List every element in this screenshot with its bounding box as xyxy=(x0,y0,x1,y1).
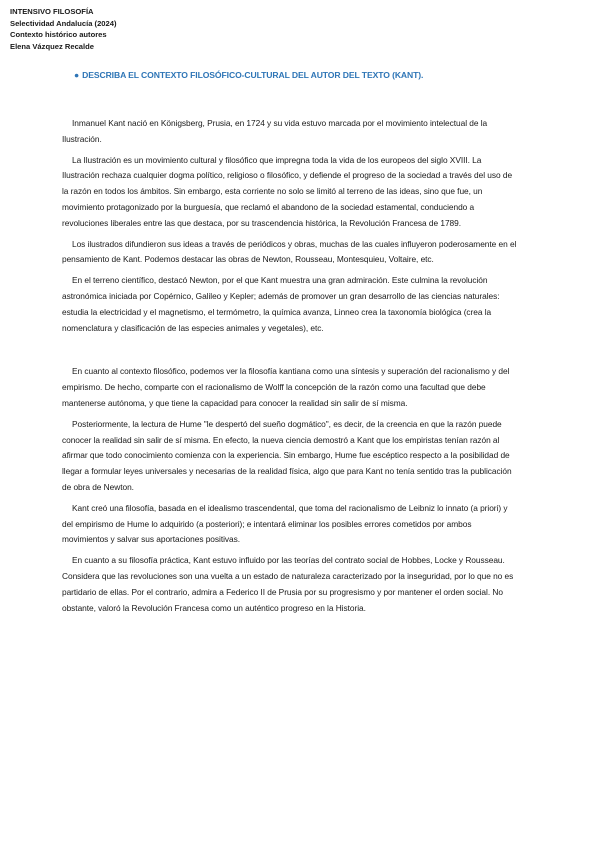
document-body xyxy=(62,116,517,621)
paragraph-ciencia: En el terreno científico, destacó Newton, por el que Kant muestra una gran admiración. Este culmina la revolución astronómica iniciada por Copérnico, Galileo y Kepler; además de promover un gran desarrollo de las ciencias naturales: estudia la electricidad y el magnetismo, el termómetro, la química avanza, Linneo crea la taxonomía biológica (crea la nomenclatura y clasificación de las especies animales y vegetales), etc. xyxy=(62,275,500,333)
paragraph-filosofia-practica: En cuanto a su filosofía práctica, Kant estuvo influido por las teorías del contrato social de Hobbes, Locke y Rousseau. Considera que las revoluciones son una vuelta a un estado de naturaleza caracterizado por la inseguridad, por lo que no es partidario de ellas. Por el contrario, admira a Federico II de Prusia por su progresismo y por mantener el orden social. No obstante, valoró la Revolución Francesa como un auténtico progreso en la Historia. xyxy=(62,555,514,613)
header-author: Elena Vázquez Recalde xyxy=(10,41,94,51)
paragraph-ilustrados: Los ilustrados difundieron sus ideas a través de periódicos y obras, muchas de las cuales influyeron poderosamente en el pensamiento de Kant. Podemos destacar las obras de Newton, Rousseau, Montesquieu, Voltaire, etc. xyxy=(62,238,517,265)
paragraph-idealismo: Kant creó una filosofía, basada en el idealismo trascendental, que toma del racionalismo de Leibniz lo innato (a priori) y del empirismo de Hume lo adquirido (a posteriori); e intentará eliminar los posibles errores cometidos por ambos movimientos y salvar sus aportaciones positivas. xyxy=(62,502,508,545)
paragraph-intro: Inmanuel Kant nació en Königsberg, Prusia, en 1724 y su vida estuvo marcada por el movimiento intelectual de la Ilustración. xyxy=(62,118,488,144)
question-heading-text: DESCRIBA EL CONTEXTO FILOSÓFICO-CULTURAL DEL AUTOR DEL TEXTO (KANT). xyxy=(82,70,424,80)
header-topic: Contexto histórico autores xyxy=(10,30,107,40)
paragraph-ilustracion: La Ilustración es un movimiento cultural y filosófico que impregna toda la vida de los europeos del siglo XVIII. La Ilustración rechaza cualquier dogma político, religioso o filosófico, y defiende el progreso de la sociedad a través del uso de la razón en todos los ámbitos. Sin embargo, esta corriente no solo se limitó al terreno de las ideas, sino que fue, un movimiento protagonizado por la burguesía, que reclamó el abandono de la sociedad estamental, conduciendo a revoluciones liberales entre las que destaca, por su trascendencia histórica, la Revolución Francesa de 1789. xyxy=(62,154,513,228)
bullet-icon: ● xyxy=(74,70,80,80)
paragraph-hume: Posteriormente, la lectura de Hume "le despertó del sueño dogmático", es decir, de la creencia en que la razón puede conocer la realidad sin salir de sí misma. En efecto, la nueva ciencia demostró a Kant que los empiristas tenían razón al afirmar que todo conocimiento comienza con la experiencia. Sin embargo, Hume fue escéptico respecto a la posibilidad de llegar a formular leyes universales y necesarias de la realidad física, algo que para Kant no tenía sentido tras la publicación de obra de Newton. xyxy=(62,418,512,492)
header-exam: Selectividad Andalucía (2024) xyxy=(10,18,117,28)
document-header xyxy=(10,6,117,52)
header-course: INTENSIVO FILOSOFÍA xyxy=(10,7,94,16)
paragraph-contexto-filosofico: En cuanto al contexto filosófico, podemos ver la filosofía kantiana como una síntesis y superación del racionalismo y del empirismo. De hecho, comparte con el racionalismo de Wolff la concepción de la razón como una facultad que debe mantenerse autónoma, y que tiene la capacidad para conocer la realidad sin salir de sí misma. xyxy=(62,366,510,408)
question-heading xyxy=(74,70,423,80)
